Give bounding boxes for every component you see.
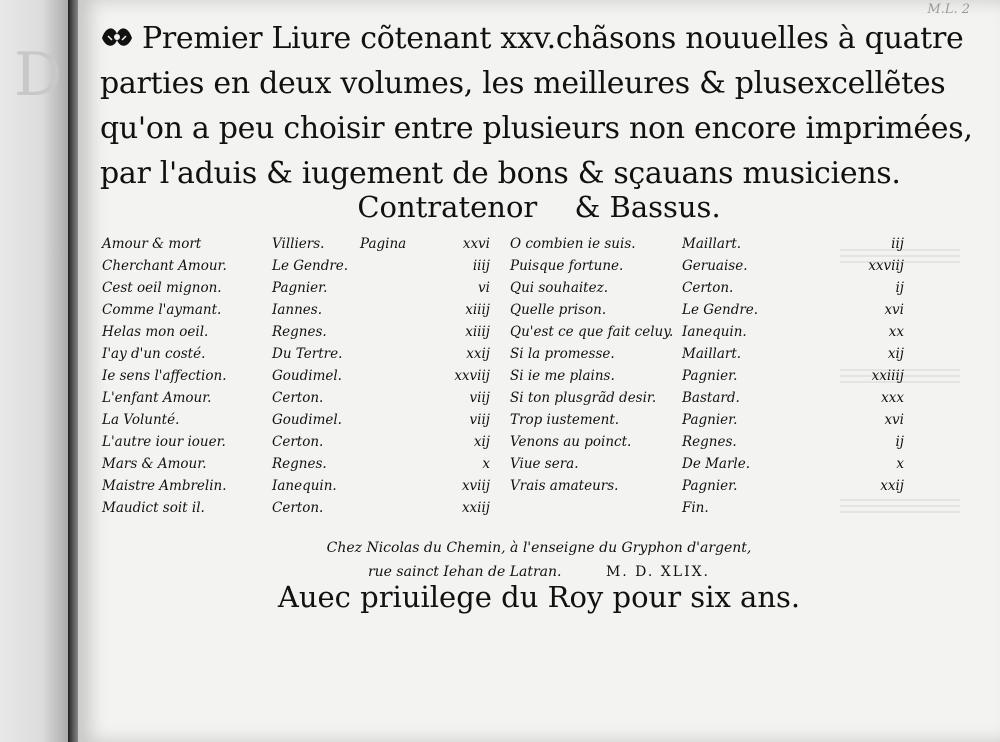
song-title: Viue sera.: [510, 456, 579, 472]
page-number: viij: [469, 390, 490, 406]
page-number: xvi: [884, 412, 904, 428]
left-page-initial-shadow: D: [14, 40, 63, 110]
composer: Bastard.: [682, 390, 740, 406]
page-number: xxvi: [462, 236, 490, 252]
page-number: xviij: [461, 478, 490, 494]
composer: Pagnier.: [682, 478, 738, 494]
song-title: Trop iustement.: [510, 412, 620, 428]
composer: Certon.: [272, 434, 324, 450]
table-row: [102, 346, 982, 368]
song-title: Cherchant Amour.: [102, 258, 227, 274]
song-title: Helas mon oeil.: [102, 324, 209, 340]
left-page: [0, 0, 70, 742]
composer: Ianequin.: [272, 478, 337, 494]
composer: Certon.: [272, 390, 324, 406]
composer: Goudimel.: [272, 412, 342, 428]
song-title: Ie sens l'affection.: [102, 368, 227, 384]
title-text: Premier Liure cõtenant xxv.chãsons nouuelles à quatre parties en deux volumes, les meilleures & plusexcellẽtes qu'on a peu choisir entre plusieurs non encore imprimées, par l'aduis & iugement de bons & sçauans musiciens.: [100, 21, 973, 191]
table-row: [102, 280, 982, 302]
composer: Maillart.: [682, 346, 742, 362]
page-number: xvi: [884, 302, 904, 318]
song-title: Comme l'aymant.: [102, 302, 222, 318]
composer: Certon.: [272, 500, 324, 516]
composer: Iannes.: [272, 302, 322, 318]
page-number: iiij: [472, 258, 490, 274]
page-number: xiiij: [465, 302, 490, 318]
pagina-label: Pagina: [360, 236, 407, 252]
page-number: ij: [895, 434, 904, 450]
song-title: Qui souhaitez.: [510, 280, 609, 296]
song-title: La Volunté.: [102, 412, 180, 428]
song-title: Si ie me plains.: [510, 368, 615, 384]
song-title: Mars & Amour.: [102, 456, 207, 472]
page-number: xx: [888, 324, 904, 340]
page-number: xxviij: [454, 368, 490, 384]
song-title: Puisque fortune.: [510, 258, 624, 274]
page-number: xxx: [881, 390, 904, 406]
song-title: Si la promesse.: [510, 346, 615, 362]
royal-privilege: Auec priuilege du Roy pour six ans.: [277, 580, 801, 614]
page-number: xiiij: [465, 324, 490, 340]
song-title: Maistre Ambrelin.: [102, 478, 227, 494]
printer-imprint: [78, 536, 1000, 584]
song-title: Maudict soit il.: [102, 500, 205, 516]
table-row: [102, 412, 982, 434]
page-number: x: [482, 456, 490, 472]
imprint-address: rue sainct Iehan de Latran.: [367, 564, 562, 580]
end-marker: Fin.: [682, 500, 709, 516]
page-number: xxviij: [868, 258, 904, 274]
table-row: [102, 258, 982, 280]
page-number: ij: [895, 280, 904, 296]
composer: Pagnier.: [682, 368, 738, 384]
song-title: L'autre iour iouer.: [102, 434, 226, 450]
page-number: vi: [478, 280, 490, 296]
composer: Du Tertre.: [272, 346, 343, 362]
composer: Le Gendre.: [272, 258, 349, 274]
voice-part-contratenor: Contratenor: [357, 190, 538, 224]
composer: Geruaise.: [682, 258, 748, 274]
page-number: xij: [473, 434, 490, 450]
page-number: iij: [891, 236, 904, 252]
fleuron-icon: [100, 22, 134, 52]
song-title: Vrais amateurs.: [510, 478, 619, 494]
composer: Maillart.: [682, 236, 742, 252]
voice-parts-heading: [78, 190, 1000, 224]
song-title: O combien ie suis.: [510, 236, 636, 252]
table-row: [102, 324, 982, 346]
composer: Le Gendre.: [682, 302, 759, 318]
song-title: Amour & mort: [102, 236, 202, 252]
composer: Regnes.: [272, 456, 327, 472]
song-title: Qu'est ce que fait celuy.: [510, 324, 674, 340]
composer: Goudimel.: [272, 368, 342, 384]
imprint-date: M. D. XLIX.: [605, 564, 711, 580]
table-row: [102, 390, 982, 412]
table-row: [102, 456, 982, 478]
composer: Villiers.: [272, 236, 325, 252]
song-title: Si ton plusgrãd desir.: [510, 390, 657, 406]
table-row: [102, 368, 982, 390]
song-title: Cest oeil mignon.: [102, 280, 222, 296]
title-page: [78, 0, 1000, 742]
song-title: L'enfant Amour.: [102, 390, 212, 406]
composer: Pagnier.: [272, 280, 328, 296]
voice-part-bassus: & Bassus.: [574, 190, 721, 224]
composer: Regnes.: [272, 324, 327, 340]
song-title: Venons au poinct.: [510, 434, 632, 450]
imprint-line-1: Chez Nicolas du Chemin, à l'enseigne du Gryphon d'argent,: [326, 540, 752, 556]
page-number: xxiiij: [871, 368, 904, 384]
table-row: [102, 302, 982, 324]
table-row: [102, 478, 982, 500]
song-title: Quelle prison.: [510, 302, 607, 318]
page-number: xij: [887, 346, 904, 362]
page-number: xxij: [466, 346, 490, 362]
composer: Certon.: [682, 280, 734, 296]
page-number: xxiij: [461, 500, 490, 516]
composer: Pagnier.: [682, 412, 738, 428]
page-number: viij: [469, 412, 490, 428]
table-row: [102, 500, 982, 522]
table-row: [102, 236, 982, 258]
song-title: I'ay d'un costé.: [102, 346, 206, 362]
composer: Ianequin.: [682, 324, 747, 340]
title-block: [100, 16, 980, 196]
corner-annotation: M.L. 2: [927, 2, 970, 17]
page-number: xxij: [880, 478, 904, 494]
page-number: x: [896, 456, 904, 472]
composer: De Marle.: [682, 456, 751, 472]
table-row: [102, 434, 982, 456]
composer: Regnes.: [682, 434, 737, 450]
